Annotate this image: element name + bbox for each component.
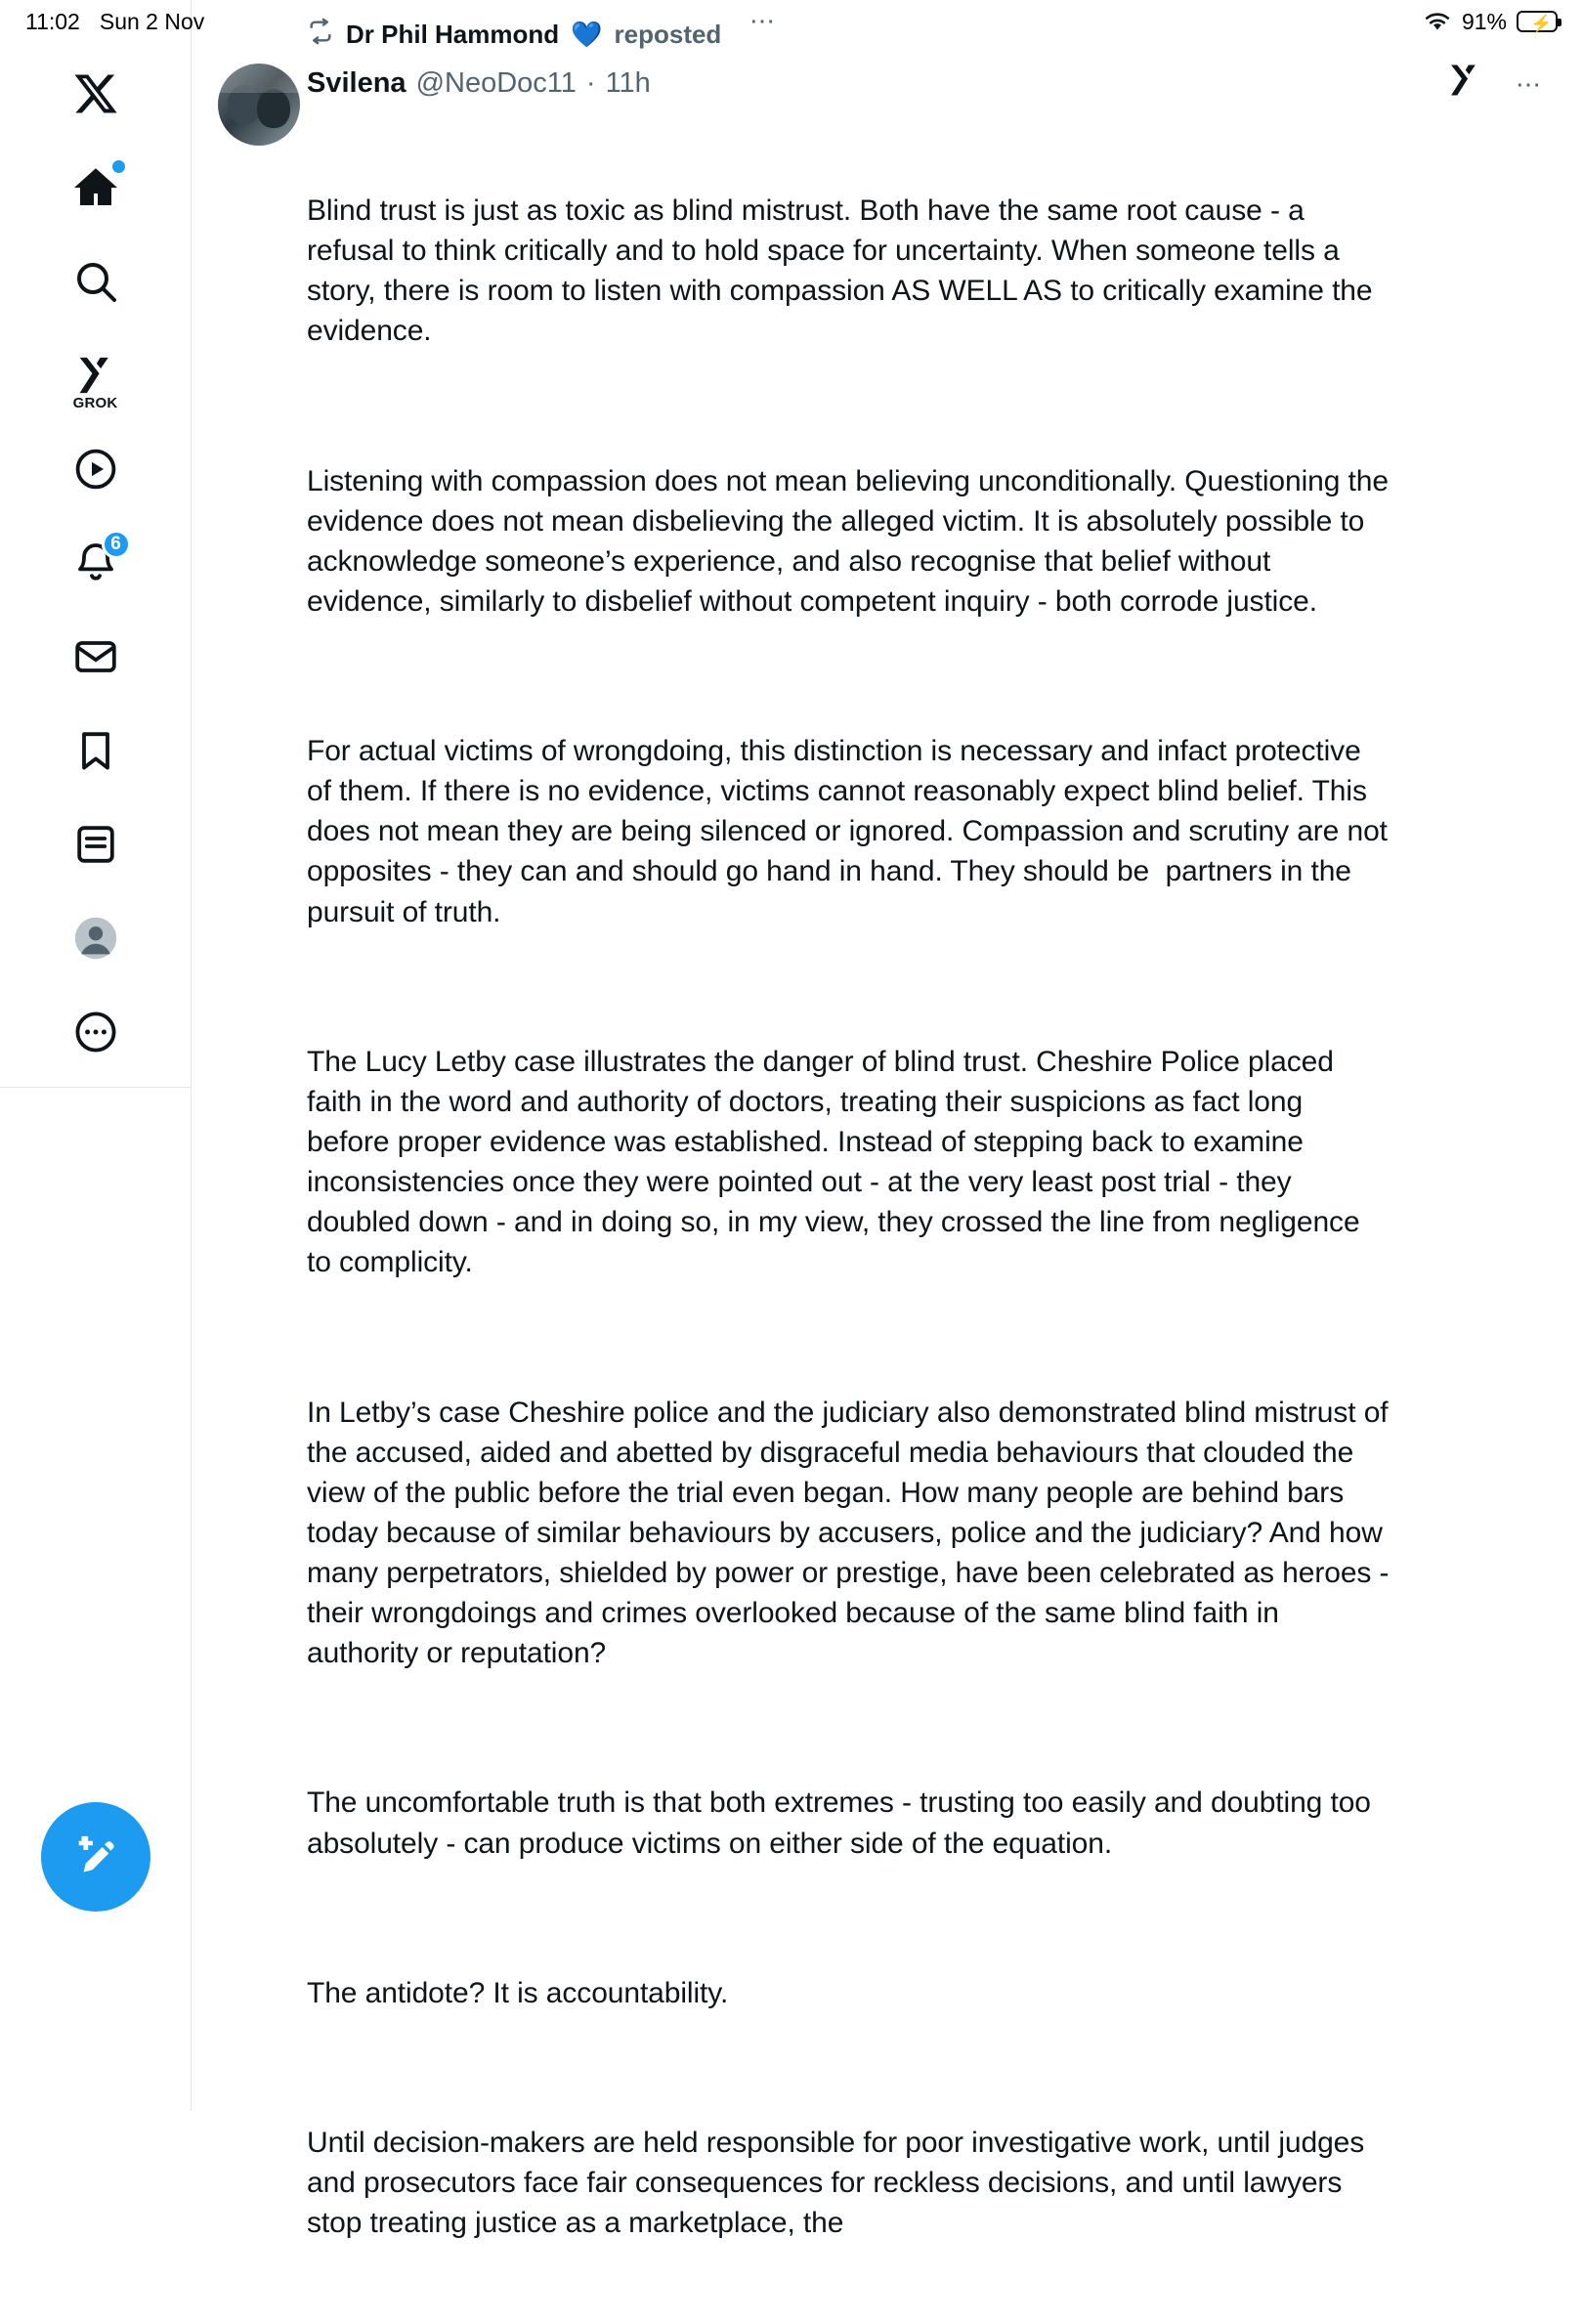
status-bar-date: Sun 2 Nov <box>99 8 205 34</box>
battery-percent: 91% <box>1461 8 1507 34</box>
post-author-handle[interactable]: @NeoDoc11 <box>415 67 577 99</box>
post-paragraph: Blind trust is just as toxic as blind mistrust. Both have the same root cause - a refusal to think critically and to hold space for uncertainty. When someone tells a story, there is room to listen with compassion AS WELL AS to critically examine the evidence. <box>307 194 1381 348</box>
repost-author-name[interactable]: Dr Phil Hammond <box>346 20 560 49</box>
avatar[interactable] <box>218 64 300 146</box>
sidebar <box>0 0 192 2111</box>
post-paragraph: For actual victims of wrongdoing, this distinction is necessary and infact protective of them. If there is no evidence, victims cannot reasonably expect blind belief. This does not mean they are being silenced or ignored. Compassion and scrutiny are not opposites - they can and should go hand in hand. They should be partners in the pursuit of truth. <box>307 735 1396 928</box>
sidebar-divider <box>0 1087 192 1088</box>
sidebar-item-label: GROK <box>72 395 118 411</box>
status-bar <box>0 0 1583 43</box>
grok-icon <box>73 356 118 395</box>
post-timestamp[interactable]: 11h <box>605 67 651 99</box>
header-separator: · <box>585 67 596 99</box>
sidebar-item-bookmarks[interactable] <box>49 704 143 797</box>
sidebar-item-profile[interactable] <box>49 891 143 985</box>
status-bar-left <box>25 9 204 35</box>
compose-post-button[interactable] <box>41 1802 150 1912</box>
post-paragraph: The Lucy Letby case illustrates the danger of blind trust. Cheshire Police placed faith in the word and authority of doctors, treating their suspicions as fact long before proper evidence was established. Instead of stepping back to examine inconsistencies once they were pointed out - at the very least post trial - they doubled down - and in doing so, in my view, they crossed the line from negligence to complicity. <box>307 1045 1368 1279</box>
play-circle-icon <box>72 446 119 493</box>
post-header <box>307 60 1544 105</box>
mail-icon <box>72 633 119 680</box>
blue-heart-icon: 💙 <box>571 20 603 49</box>
repost-action-label: reposted <box>614 20 722 49</box>
more-options-icon[interactable]: ⋯ <box>1516 68 1544 99</box>
more-circle-icon <box>72 1009 119 1055</box>
bookmark-icon <box>72 727 119 774</box>
status-bar-time: 11:02 <box>25 8 80 34</box>
sidebar-item-video[interactable] <box>49 422 143 516</box>
sidebar-item-search[interactable] <box>49 235 143 328</box>
sidebar-item-more[interactable] <box>49 985 143 1079</box>
grok-icon[interactable] <box>1445 64 1484 105</box>
search-icon <box>72 258 119 305</box>
compose-icon <box>70 1829 121 1885</box>
post-text <box>307 110 1397 2324</box>
notifications-badge: 6 <box>102 530 131 559</box>
home-icon <box>72 164 119 211</box>
post-paragraph: Listening with compassion does not mean believing unconditionally. Questioning the evidence does not mean disbelieving the alleged victim. It is absolutely possible to acknowledge someone’s experience, and also recognise that belief without evidence, similarly to disbelief without competent inquiry - both corrode justice. <box>307 464 1397 618</box>
post-paragraph: The antidote? It is accountability. <box>307 1976 729 2009</box>
post-paragraph: In Letby’s case Cheshire police and the judiciary also demonstrated blind mistrust of the accused, aided and abetted by disgraceful media behaviours that clouded the view of the public before the trial even began. How many people are behind bars today because of similar behaviours by accusers, police and the judiciary? And how many perpetrators, shielded by power or prestige, have been celebrated as heroes - their wrongdoings and crimes overlooked because of the same blind faith in authority or reputation? <box>307 1396 1397 1670</box>
sidebar-item-lists[interactable] <box>49 797 143 891</box>
post-paragraph: Until decision-makers are held responsible for poor investigative work, until judges and prosecutors face fair consequences for reckless decisions, and until lawyers stop treating justice as a marketplace, the <box>307 2127 1373 2240</box>
post-author-name[interactable]: Svilena <box>307 67 406 99</box>
battery-charging-icon: ⚡ <box>1517 11 1558 32</box>
top-more-options-icon[interactable]: ⋯ <box>749 6 778 35</box>
sidebar-item-notifications[interactable] <box>49 516 143 610</box>
sidebar-item-x-logo[interactable] <box>49 47 143 141</box>
timeline <box>193 0 1583 2240</box>
avatar-icon <box>72 915 119 962</box>
post <box>193 52 1583 2324</box>
wifi-icon <box>1423 11 1452 32</box>
lists-icon <box>72 821 119 868</box>
sidebar-item-home[interactable] <box>49 141 143 235</box>
x-logo-icon <box>72 70 119 117</box>
post-paragraph: The uncomfortable truth is that both extremes - trusting too easily and doubting too absolutely - can produce victims on either side of the equation. <box>307 1786 1380 1860</box>
sidebar-item-grok[interactable] <box>49 328 143 422</box>
sidebar-item-messages[interactable] <box>49 610 143 704</box>
status-bar-right <box>1423 9 1558 35</box>
home-unread-dot <box>112 160 125 173</box>
sidebar-items <box>0 47 191 1079</box>
